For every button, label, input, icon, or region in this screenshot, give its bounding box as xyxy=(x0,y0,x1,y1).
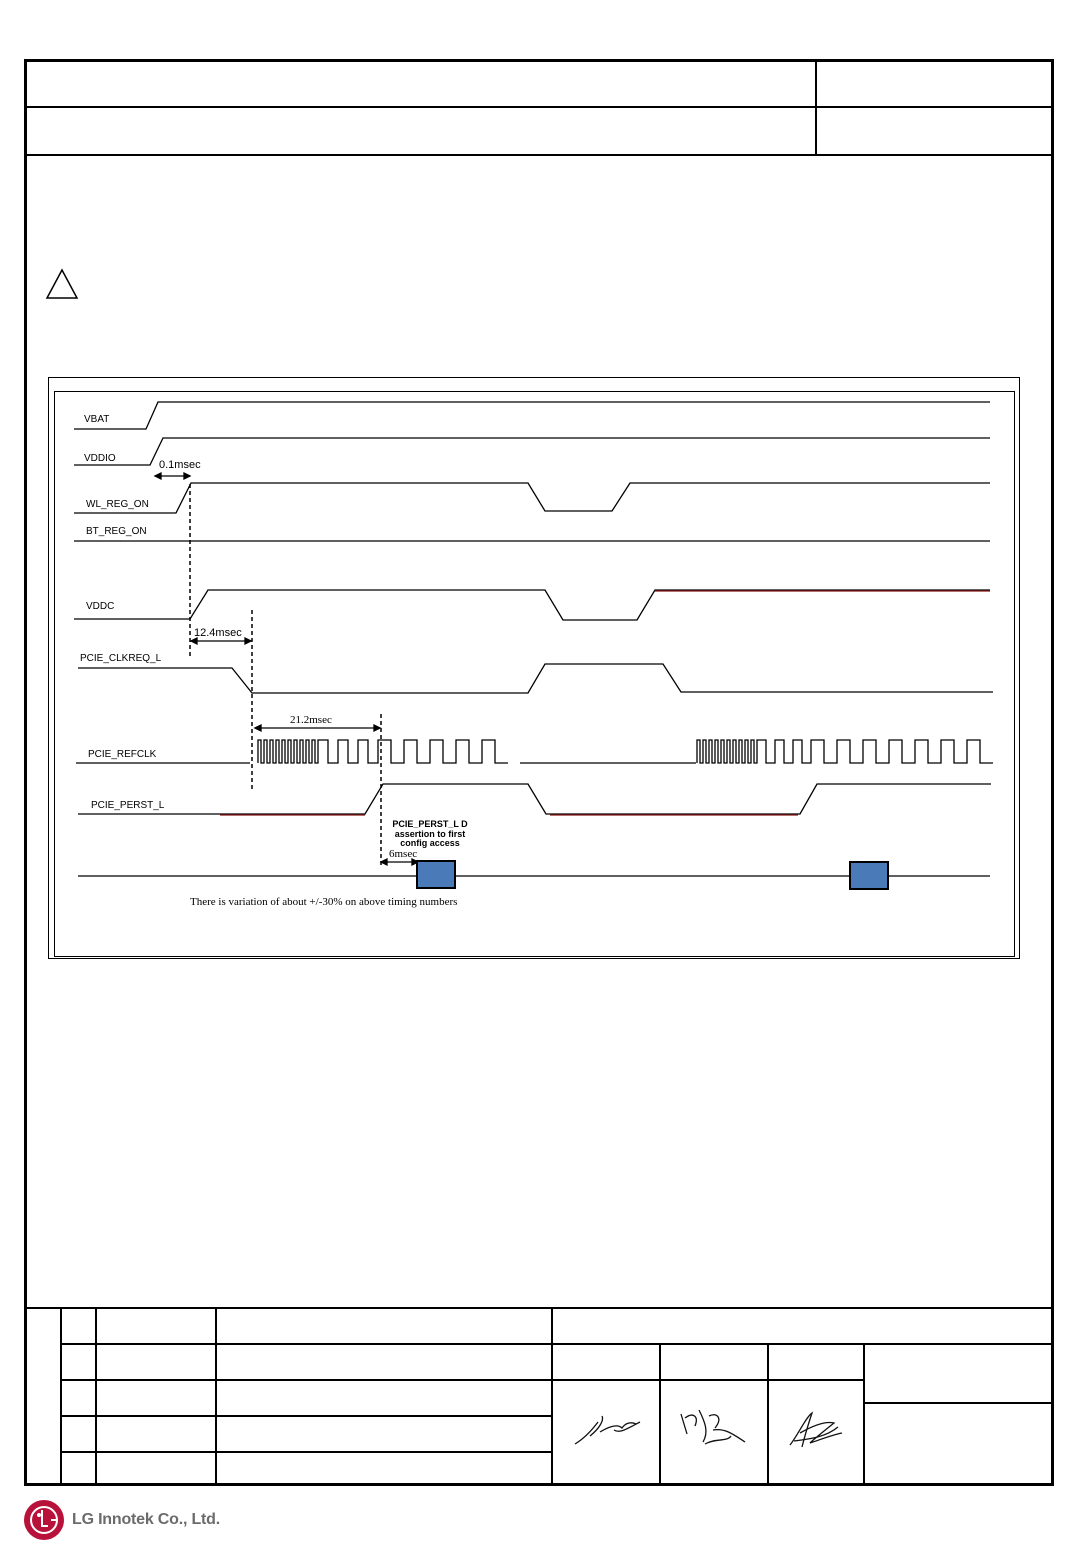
annotation-line-3: config access xyxy=(400,838,460,848)
pcie-refclk-pulse-train xyxy=(697,740,993,763)
table-col-3 xyxy=(215,1307,217,1486)
timing-label-21-2msec: 21.2msec xyxy=(290,714,332,726)
label-vddio: VDDIO xyxy=(84,453,116,464)
label-pcie-clkreq: PCIE_CLKREQ_L xyxy=(80,653,162,664)
label-vbat: VBAT xyxy=(84,414,110,425)
table-col-4 xyxy=(551,1307,553,1486)
lg-logo-icon xyxy=(24,1500,64,1540)
company-name: LG Innotek Co., Ltd. xyxy=(72,1511,220,1528)
config-access-block-1 xyxy=(417,861,455,888)
signature-1 xyxy=(570,1408,650,1453)
vddio-trace xyxy=(74,438,990,465)
table-col-5 xyxy=(659,1343,661,1486)
table-col-6 xyxy=(767,1343,769,1486)
label-pcie-perst: PCIE_PERST_L xyxy=(91,800,165,811)
timing-label-12-4msec: 12.4msec xyxy=(194,627,242,639)
table-right-split xyxy=(863,1402,1054,1404)
table-row-line-4 xyxy=(60,1451,552,1453)
annotation-line-1: PCIE_PERST_L D xyxy=(392,819,468,829)
vbat-trace xyxy=(74,402,990,429)
annotation-line-2: assertion to first xyxy=(394,829,466,839)
label-wl-reg-on: WL_REG_ON xyxy=(86,499,149,510)
table-col-7 xyxy=(863,1343,865,1486)
vddc-trace xyxy=(74,590,990,620)
label-bt-reg-on: BT_REG_ON xyxy=(86,526,147,537)
table-col-1 xyxy=(60,1307,62,1486)
signature-2 xyxy=(675,1404,755,1454)
table-row-line-2 xyxy=(60,1379,863,1381)
pcie-perst-trace xyxy=(78,784,991,814)
table-row-line-3 xyxy=(60,1415,552,1417)
company-logo xyxy=(24,1499,220,1541)
table-col-2 xyxy=(95,1307,97,1486)
table-row-line-1 xyxy=(60,1343,1054,1345)
pcie-clkreq-trace xyxy=(78,664,993,693)
table-top-line xyxy=(24,1307,1054,1309)
timing-variation-note: There is variation of about +/-30% on above timing numbers xyxy=(190,896,458,908)
timing-label-0-1msec: 0.1msec xyxy=(159,459,201,471)
pcie-refclk-left-pulses xyxy=(258,740,508,763)
label-pcie-refclk: PCIE_REFCLK xyxy=(88,749,157,760)
pcie-refclk-right-pulses xyxy=(697,740,993,763)
config-access-block-2 xyxy=(850,862,888,889)
wl-reg-on-trace xyxy=(74,483,990,513)
pcie-refclk-pulse-train xyxy=(258,740,508,763)
timing-label-6msec: 6msec xyxy=(389,848,418,860)
signature-3 xyxy=(780,1405,850,1455)
label-vddc: VDDC xyxy=(86,601,115,612)
